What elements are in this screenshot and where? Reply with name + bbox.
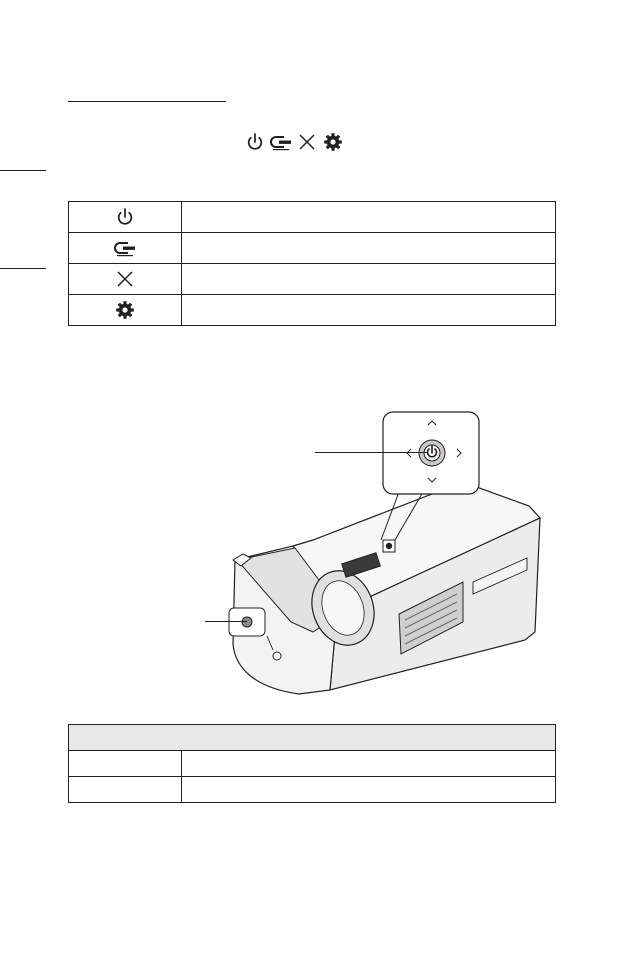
table-icon-cell [69, 295, 182, 326]
table-row [69, 751, 556, 777]
remote-sensor-callout-line [205, 621, 247, 622]
settings-icon [322, 131, 344, 153]
top-rule [68, 101, 226, 102]
close-icon [296, 131, 318, 153]
table-label-cell [69, 777, 182, 803]
table-description-cell [182, 295, 556, 326]
table-label-cell [69, 751, 182, 777]
side-tab-marker-top [0, 170, 46, 171]
button-function-table [68, 201, 556, 326]
joystick-callout-line [315, 452, 427, 453]
table-header-cell [69, 725, 556, 751]
table-description-cell [182, 264, 556, 295]
table-description-cell [182, 233, 556, 264]
table-header-row [69, 725, 556, 751]
table-row [69, 202, 556, 233]
table-icon-cell [69, 202, 182, 233]
table-row [69, 777, 556, 803]
settings-icon [115, 300, 135, 320]
table-row [69, 233, 556, 264]
remote-sensor [242, 617, 252, 627]
power-icon [244, 131, 266, 153]
side-tab-marker-bottom [0, 268, 46, 269]
table-row [69, 264, 556, 295]
close-icon [115, 269, 135, 289]
indicator-led [273, 652, 281, 660]
input-icon [114, 238, 136, 258]
input-icon [270, 131, 292, 153]
table-description-cell [182, 777, 556, 803]
table-description-cell [182, 751, 556, 777]
table-icon-cell [69, 264, 182, 295]
table-icon-cell [69, 233, 182, 264]
indicator-table [68, 724, 556, 803]
power-icon [115, 207, 135, 227]
inline-icon-row [244, 131, 344, 153]
table-row [69, 295, 556, 326]
table-description-cell [182, 202, 556, 233]
